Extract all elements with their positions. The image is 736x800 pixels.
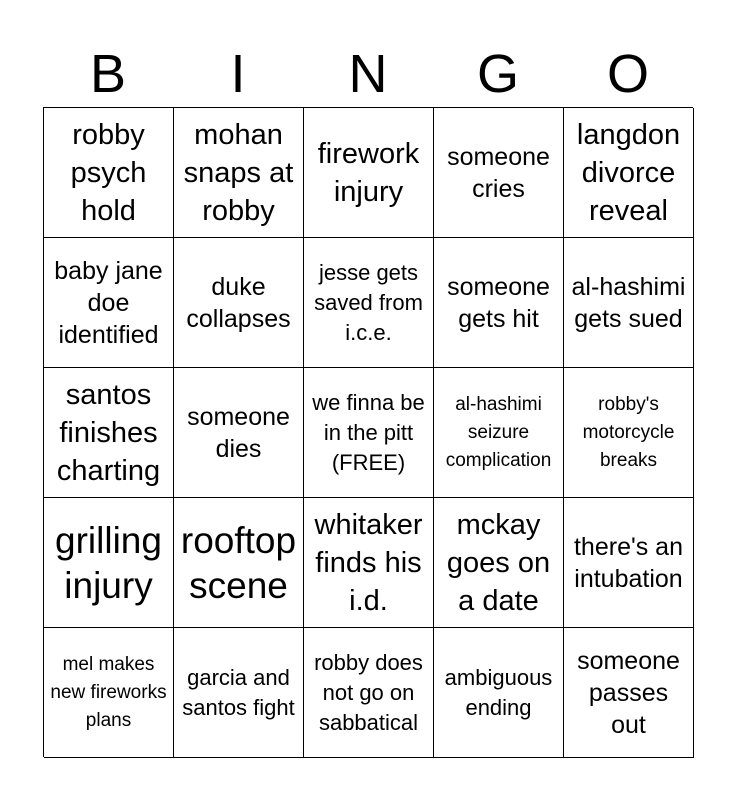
bingo-cell-label: ambiguous ending	[444, 664, 553, 720]
bingo-cell-4-1[interactable]	[44, 498, 174, 628]
bingo-cell-label: someone gets hit	[447, 272, 550, 333]
bingo-cell-3-2[interactable]	[174, 368, 304, 498]
bingo-cell-label: al-hashimi seizure complication	[445, 393, 552, 471]
header-letter-i: I	[230, 44, 246, 104]
bingo-cell-1-2[interactable]	[174, 108, 304, 238]
bingo-cell-2-2[interactable]	[174, 238, 304, 368]
bingo-cell-label: mel makes new fireworks plans	[50, 653, 167, 731]
bingo-cell-label: we finna be in the pitt (FREE)	[312, 389, 425, 475]
bingo-cell-label: al-hashimi gets sued	[571, 272, 686, 333]
bingo-cell-5-3[interactable]	[304, 628, 434, 758]
bingo-header	[43, 40, 693, 108]
bingo-cell-label: firework injury	[317, 137, 420, 208]
bingo-cell-2-3[interactable]	[304, 238, 434, 368]
bingo-cell-5-2[interactable]	[174, 628, 304, 758]
bingo-cell-label: robby psych hold	[70, 118, 147, 227]
header-letter-n: N	[348, 44, 388, 104]
header-letter-o: O	[606, 44, 649, 104]
bingo-card-grid	[43, 107, 693, 757]
bingo-cell-label: garcia and santos fight	[182, 664, 295, 720]
bingo-cell-3-1[interactable]	[44, 368, 174, 498]
bingo-cell-label: there's an intubation	[573, 532, 683, 593]
bingo-cell-5-5[interactable]	[564, 628, 694, 758]
header-letter-g: G	[476, 44, 519, 104]
header-letter-b: B	[89, 44, 127, 104]
bingo-cell-3-3[interactable]	[304, 368, 434, 498]
bingo-cell-label: jesse gets saved from i.c.e.	[314, 259, 423, 345]
bingo-cell-3-4[interactable]	[434, 368, 564, 498]
bingo-cell-4-5[interactable]	[564, 498, 694, 628]
bingo-cell-label: rooftop scene	[180, 519, 297, 606]
bingo-cell-5-1[interactable]	[44, 628, 174, 758]
bingo-cell-label: someone dies	[187, 402, 290, 463]
bingo-cell-5-4[interactable]	[434, 628, 564, 758]
bingo-cell-label: robby does not go on sabbatical	[314, 649, 423, 735]
bingo-cell-1-4[interactable]	[434, 108, 564, 238]
bingo-cell-4-2[interactable]	[174, 498, 304, 628]
bingo-cell-1-3[interactable]	[304, 108, 434, 238]
bingo-cell-label: langdon divorce reveal	[576, 118, 681, 227]
bingo-cell-4-3[interactable]	[304, 498, 434, 628]
bingo-cell-2-5[interactable]	[564, 238, 694, 368]
bingo-cell-label: robby's motorcycle breaks	[582, 393, 675, 471]
bingo-cell-label: grilling injury	[55, 519, 162, 606]
bingo-cell-4-4[interactable]	[434, 498, 564, 628]
bingo-cell-label: baby jane doe identified	[54, 256, 163, 349]
bingo-cell-2-4[interactable]	[434, 238, 564, 368]
bingo-cell-label: whitaker finds his i.d.	[314, 508, 423, 617]
bingo-cell-1-5[interactable]	[564, 108, 694, 238]
bingo-cell-label: mohan snaps at robby	[183, 118, 294, 227]
bingo-cell-label: someone cries	[447, 142, 550, 203]
bingo-cell-1-1[interactable]	[44, 108, 174, 238]
bingo-cell-2-1[interactable]	[44, 238, 174, 368]
bingo-cell-3-5[interactable]	[564, 368, 694, 498]
bingo-cell-label: mckay goes on a date	[446, 508, 551, 617]
bingo-cell-label: santos finishes charting	[56, 378, 161, 487]
bingo-cell-label: someone passes out	[577, 646, 680, 739]
bingo-cell-label: duke collapses	[186, 272, 291, 333]
